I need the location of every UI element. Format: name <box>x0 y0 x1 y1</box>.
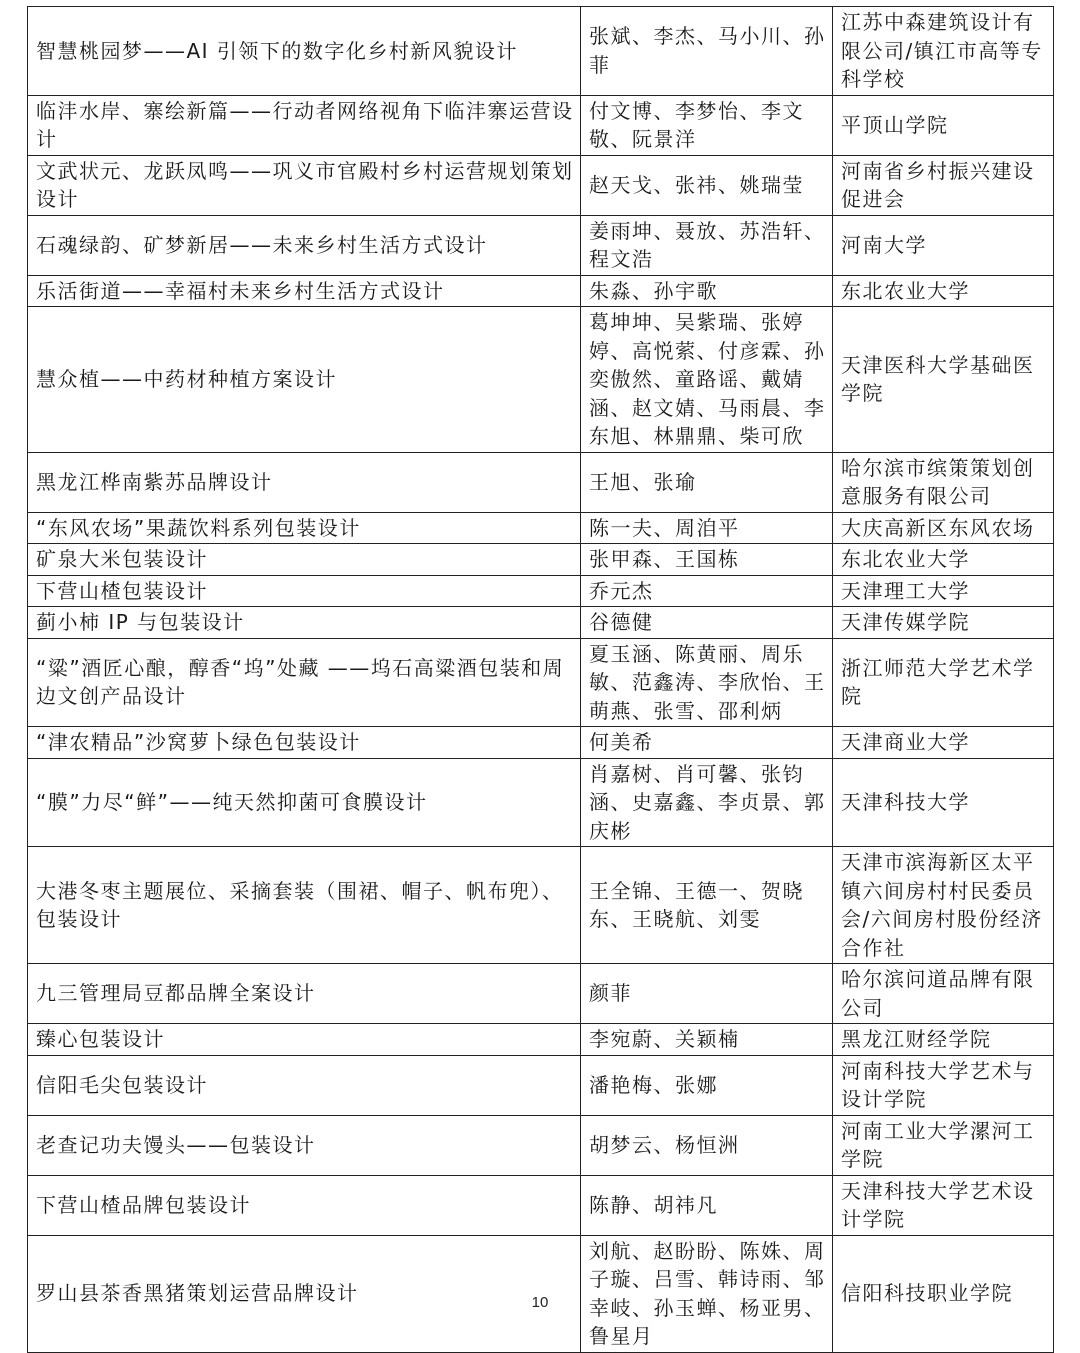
organization-cell: 天津医科大学基础医学院 <box>833 307 1054 453</box>
table-row <box>28 215 1054 275</box>
authors-cell: 王旭、张瑜 <box>581 452 833 512</box>
authors-cell: 姜雨坤、聂放、苏浩轩、程文浩 <box>581 215 833 275</box>
authors-cell: 陈静、胡祎凡 <box>581 1175 833 1235</box>
table-body <box>28 7 1054 1353</box>
organization-cell: 黑龙江财经学院 <box>833 1024 1054 1056</box>
organization-cell: 东北农业大学 <box>833 275 1054 307</box>
organization-cell: 江苏中森建筑设计有限公司/镇江市高等专科学校 <box>833 7 1054 96</box>
project-title-cell: 矿泉大米包装设计 <box>28 544 581 576</box>
project-title-cell: 智慧桃园梦——AI 引领下的数字化乡村新风貌设计 <box>28 7 581 96</box>
organization-cell: 天津传媒学院 <box>833 607 1054 639</box>
authors-cell: 朱淼、孙宇歌 <box>581 275 833 307</box>
table-row <box>28 7 1054 96</box>
authors-cell: 张甲森、王国栋 <box>581 544 833 576</box>
awards-table <box>27 6 1054 1353</box>
project-title-cell: 信阳毛尖包装设计 <box>28 1055 581 1115</box>
authors-cell: 张斌、李杰、马小川、孙菲 <box>581 7 833 96</box>
table-row <box>28 1055 1054 1115</box>
project-title-cell: 石魂绿韵、矿梦新居——未来乡村生活方式设计 <box>28 215 581 275</box>
organization-cell: 天津科技大学艺术设计学院 <box>833 1175 1054 1235</box>
table-row <box>28 607 1054 639</box>
table-row <box>28 847 1054 964</box>
table-row <box>28 758 1054 847</box>
authors-cell: 葛坤坤、吴紫瑞、张婷婷、高悦萦、付彦霖、孙奕傲然、童路谣、戴婧涵、赵文婧、马雨晨、李东旭、林鼎鼎、柴可欣 <box>581 307 833 453</box>
project-title-cell: 九三管理局豆都品牌全案设计 <box>28 964 581 1024</box>
table-row <box>28 95 1054 155</box>
authors-cell: 肖嘉树、肖可馨、张钧涵、史嘉鑫、李贞景、郭庆彬 <box>581 758 833 847</box>
table-row <box>28 512 1054 544</box>
project-title-cell: “粱”酒匠心酿，醇香“坞”处藏 ——坞石高粱酒包装和周边文创产品设计 <box>28 638 581 727</box>
table-row <box>28 155 1054 215</box>
project-title-cell: 慧众植——中药材种植方案设计 <box>28 307 581 453</box>
organization-cell: 浙江师范大学艺术学院 <box>833 638 1054 727</box>
project-title-cell: 罗山县茶香黑猪策划运营品牌设计 <box>28 1235 581 1352</box>
organization-cell: 河南科技大学艺术与设计学院 <box>833 1055 1054 1115</box>
table-row <box>28 1024 1054 1056</box>
project-title-cell: 大港冬枣主题展位、采摘套装（围裙、帽子、帆布兜）、包装设计 <box>28 847 581 964</box>
table-row <box>28 964 1054 1024</box>
project-title-cell: 乐活街道——幸福村未来乡村生活方式设计 <box>28 275 581 307</box>
organization-cell: 哈尔滨问道品牌有限公司 <box>833 964 1054 1024</box>
organization-cell: 大庆高新区东风农场 <box>833 512 1054 544</box>
authors-cell: 陈一夫、周洎平 <box>581 512 833 544</box>
project-title-cell: 黑龙江桦南紫苏品牌设计 <box>28 452 581 512</box>
organization-cell: 信阳科技职业学院 <box>833 1235 1054 1352</box>
authors-cell: 夏玉涵、陈黄丽、周乐敏、范鑫涛、李欣怡、王萌燕、张雪、邵利炳 <box>581 638 833 727</box>
project-title-cell: 文武状元、龙跃凤鸣——巩义市官殿村乡村运营规划策划设计 <box>28 155 581 215</box>
table-row <box>28 575 1054 607</box>
table-row <box>28 275 1054 307</box>
authors-cell: 李宛蔚、关颖楠 <box>581 1024 833 1056</box>
authors-cell: 胡梦云、杨恒洲 <box>581 1115 833 1175</box>
organization-cell: 天津市滨海新区太平镇六间房村村民委员会/六间房村股份经济合作社 <box>833 847 1054 964</box>
organization-cell: 河南省乡村振兴建设促进会 <box>833 155 1054 215</box>
table-row <box>28 638 1054 727</box>
authors-cell: 王全锦、王德一、贺晓东、王晓航、刘雯 <box>581 847 833 964</box>
project-title-cell: 蓟小柿 IP 与包装设计 <box>28 607 581 639</box>
authors-cell: 何美希 <box>581 727 833 759</box>
authors-cell: 乔元杰 <box>581 575 833 607</box>
organization-cell: 平顶山学院 <box>833 95 1054 155</box>
table-row <box>28 544 1054 576</box>
table-row <box>28 727 1054 759</box>
organization-cell: 河南工业大学漯河工学院 <box>833 1115 1054 1175</box>
project-title-cell: 临沣水岸、寨绘新篇——行动者网络视角下临沣寨运营设计 <box>28 95 581 155</box>
project-title-cell: “津农精品”沙窝萝卜绿色包装设计 <box>28 727 581 759</box>
authors-cell: 颜菲 <box>581 964 833 1024</box>
project-title-cell: “东风农场”果蔬饮料系列包装设计 <box>28 512 581 544</box>
organization-cell: 天津科技大学 <box>833 758 1054 847</box>
project-title-cell: “膜”力尽“鲜”——纯天然抑菌可食膜设计 <box>28 758 581 847</box>
authors-cell: 付文博、李梦怡、李文敬、阮景洋 <box>581 95 833 155</box>
project-title-cell: 臻心包装设计 <box>28 1024 581 1056</box>
organization-cell: 天津商业大学 <box>833 727 1054 759</box>
page-number: 10 <box>531 1294 549 1311</box>
authors-cell: 刘航、赵盼盼、陈姝、周子璇、吕雪、韩诗雨、邹幸岐、孙玉蝉、杨亚男、鲁星月 <box>581 1235 833 1352</box>
organization-cell: 天津理工大学 <box>833 575 1054 607</box>
project-title-cell: 下营山楂包装设计 <box>28 575 581 607</box>
organization-cell: 河南大学 <box>833 215 1054 275</box>
authors-cell: 赵天戈、张祎、姚瑞莹 <box>581 155 833 215</box>
organization-cell: 哈尔滨市缤策策划创意服务有限公司 <box>833 452 1054 512</box>
organization-cell: 东北农业大学 <box>833 544 1054 576</box>
table-row <box>28 307 1054 453</box>
table-row <box>28 1175 1054 1235</box>
project-title-cell: 老查记功夫馒头——包装设计 <box>28 1115 581 1175</box>
table-row <box>28 1115 1054 1175</box>
project-title-cell: 下营山楂品牌包装设计 <box>28 1175 581 1235</box>
table-row <box>28 452 1054 512</box>
authors-cell: 谷德健 <box>581 607 833 639</box>
authors-cell: 潘艳梅、张娜 <box>581 1055 833 1115</box>
